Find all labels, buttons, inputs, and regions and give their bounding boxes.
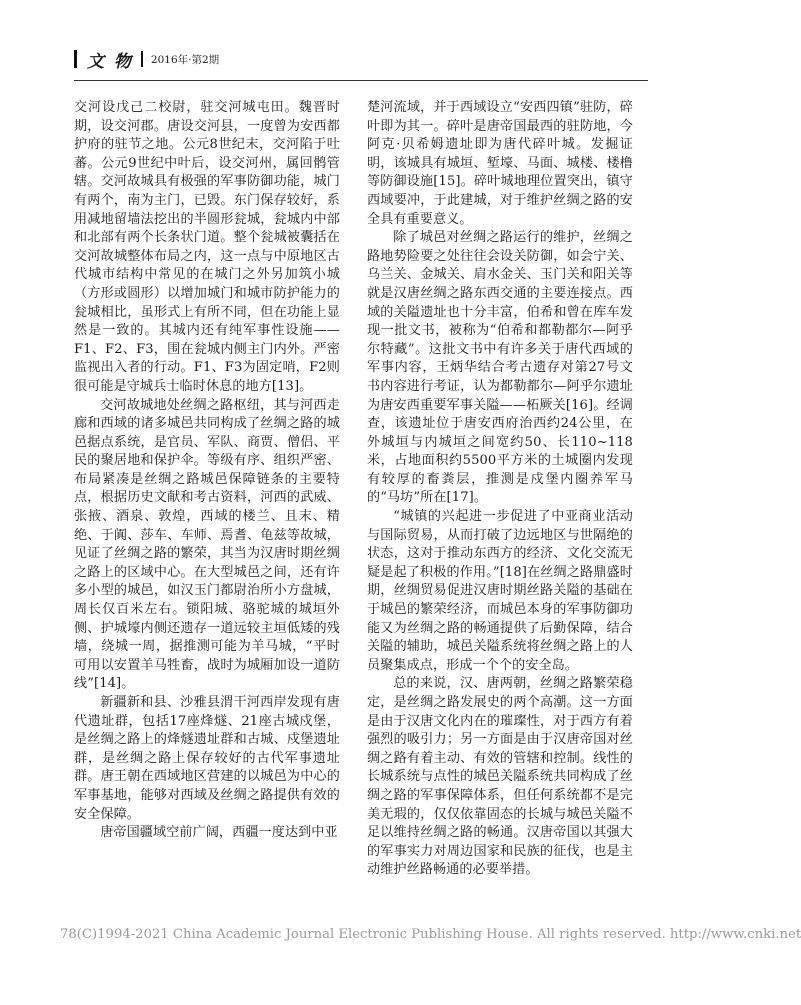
- right-paragraph-1: 楚河流域，并于西域设立“安西四镇”驻防，碎叶即为其一。碎叶是唐帝国最西的驻防地，今阿克·贝希姆遗址即为唐代碎叶城。发掘证明，该城具有城垣、堑壕、马面、城楼、楼橹等防御设施[15]。碎叶城地理位置突出，镇守西域要冲，于此建城，对于维护丝绸之路的安全具有重要意义。: [367, 100, 633, 227]
- left-column: [74, 99, 340, 843]
- left-paragraph-2: 交河故城地处丝绸之路枢纽，其与河西走廊和西域的诸多城邑共同构成了丝绸之路的城邑据点系统，是官员、军队、商贾、僧侣、平民的聚居地和保护伞。等级有序、组织严密、布局紧凑是丝绸之路城邑保障链条的主要特点，根据历史文献和考古资料，河西的武威、张掖、酒泉、敦煌，西域的楼兰、且末、精绝、于阗、莎车、车师、焉耆、龟兹等故城，见证了丝绸之路的繁荣，其当为汉唐时期丝绸之路上的区域中心。在大型城邑之间，还有许多小型的城邑，如汉玉门都尉治所小方盘城，周长仅百米左右。锁阳城、骆驼城的城垣外侧、护城壕内侧还遗存一道远较主垣低矮的残墙，绕城一周，据推测可能为羊马城，“平时可用以安置羊马牲畜，战时为城厢加设一道防线”[14]。: [74, 397, 340, 692]
- right-paragraph-4: 总的来说，汉、唐两朝，丝绸之路繁荣稳定，是丝绸之路发展史的两个高潮。这一方面是由于汉唐文化内在的璀璨性，对于西方有着强烈的吸引力；另一方面是由于汉唐帝国对丝绸之路有着主动、有效的管辖和控制。线性的长城系统与点性的城邑关隘系统共同构成了丝绸之路的军事保障体系，但任何系统都不是完美无瑕的，仅仅依靠固态的长城与城邑关隘不足以维持丝绸之路的畅通。汉唐帝国以其强大的军事实力对周边国家和民族的征伐，也是主动维护丝路畅通的必要举措。: [367, 676, 633, 878]
- copyright-footer: 78(C)1994-2021 China Academic Journal Electronic Publishing House. All rights reserved. http://www.cnki.net: [60, 927, 801, 942]
- header-rule: [74, 80, 648, 81]
- left-paragraph-4: 唐帝国疆域空前广阔，西疆一度达到中亚: [100, 825, 338, 841]
- journal-name: 文 物: [87, 51, 133, 72]
- right-paragraph-2: 除了城邑对丝绸之路运行的维护，丝绸之路地势险要之处往往会设关防御，如会宁关、乌兰关、金城关、肩水金关、玉门关和阳关等就是汉唐丝绸之路东西交通的主要连接点。西域的关隘遗址也十分丰富，伯希和曾在库车发现一批文书，被称为“伯希和都勒都尔—阿乎尔特藏”。这批文书中有许多关于唐代西域的军事内容，王炳华结合考古遗存对第27号文书内容进行考证，认为都勒都尔—阿乎尔遗址为唐安西重要军事关隘——柘厥关[16]。经调查，该遗址位于唐安西府治西约24公里，在外城垣与内城垣之间宽约50、长110~118米，占地面积约5500平方米的土城圈内发现有较厚的畜粪层，推测是戍堡内圈养军马的“马坊”所在[17]。: [367, 230, 633, 506]
- issue-label: 2016年·第2期: [150, 53, 220, 66]
- right-paragraph-3: “城镇的兴起进一步促进了中亚商业活动与国际贸易，从而打破了边远地区与世隔绝的状态，这对于推动东西方的经济、文化交流无疑是起了积极的作用。”[18]在丝绸之路鼎盛时期，丝绸贸易促进汉唐时期丝路关隘的基础在于城邑的繁荣经济，而城邑本身的军事防御功能又为丝绸之路的畅通提供了后勤保障，结合关隘的辅助，城邑关隘系统将丝绸之路上的人员聚集成点，形成一个个的安全岛。: [367, 509, 633, 673]
- running-header: [74, 48, 219, 70]
- header-separator: [141, 51, 143, 67]
- header-left-bar: [74, 50, 77, 68]
- left-paragraph-3: 新疆新和县、沙雅县渭干河西岸发现有唐代遗址群，包括17座烽燧、21座古城戍堡，是丝绸之路上的烽燧遗址群和古城、戍堡遗址群，是丝绸之路上保存较好的古代军事遗址群。唐王朝在西域地区营建的以城邑为中心的军事基地，能够对西域及丝绸之路提供有效的安全保障。: [74, 695, 340, 822]
- left-paragraph-1: 交河设戊己二校尉，驻交河城屯田。魏晋时期，设交河郡。唐设交河县，一度曾为安西都护府的驻节之地。公元8世纪末，交河陷于吐蕃。公元9世纪中叶后，设交河州，属回鹘管辖。交河故城具有极强的军事防御功能，城门有两个，南为主门，已毁。东门保存较好，系用减地留墙法挖出的半圆形瓮城，瓮城内中部和北部有两个长条状门道。整个瓮城被囊括在交河故城整体布局之内，这一点与中原地区古代城市结构中常见的在城门之外另加筑小城（方形或圆形）以增加城门和城市防护能力的瓮城相比，虽形式上有所不同，但在功能上显然是一致的。其城内还有纯军事性设施——F1、F2、F3，围在瓮城内侧主门内外。严密监视出入者的行动。F1、F3为固定哨，F2则很可能是守城兵士临时休息的地方[13]。: [74, 100, 340, 394]
- right-column: [367, 99, 633, 880]
